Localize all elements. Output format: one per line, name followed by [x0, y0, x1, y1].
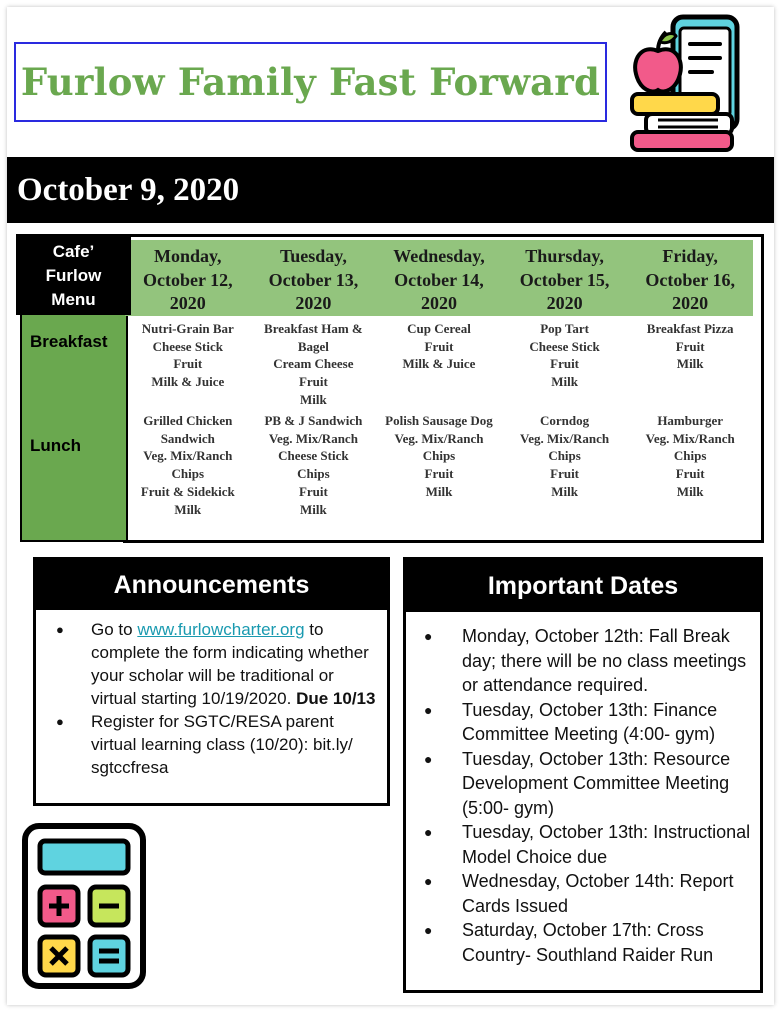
breakfast-row: [125, 320, 753, 409]
breakfast-label: Breakfast: [30, 332, 108, 351]
due-date-text: Due 10/13: [296, 689, 376, 708]
date-item: ● Wednesday, October 14th: Report Cards Issued: [424, 869, 754, 918]
date-banner: [7, 157, 774, 223]
lunch-label: Lunch: [30, 436, 81, 455]
lunch-monday: Grilled Chicken Sandwich Veg. Mix/Ranch Chips Fruit & Sidekick Milk: [140, 413, 235, 517]
important-dates-heading: Important Dates: [406, 560, 760, 612]
lunch-friday: Hamburger Veg. Mix/Ranch Chips Fruit Milk: [645, 413, 735, 499]
day-header-monday: Monday, October 12, 2020: [142, 246, 233, 313]
apple-books-phone-icon: [628, 14, 743, 154]
breakfast-wednesday: Cup Cereal Fruit Milk & Juice: [402, 321, 476, 372]
furlowcharter-link[interactable]: www.furlowcharter.org: [137, 620, 305, 639]
breakfast-thursday: Pop Tart Cheese Stick Fruit Milk: [529, 321, 600, 390]
lunch-thursday: Corndog Veg. Mix/Ranch Chips Fruit Milk: [520, 413, 610, 499]
date-item: ● Saturday, October 17th: Cross Country- Southland Raider Run: [424, 918, 754, 967]
date-item: ● Tuesday, October 13th: Instructional Model Choice due: [424, 820, 754, 869]
newsletter-date: October 9, 2020: [17, 171, 240, 208]
title-box: [14, 42, 607, 122]
announcement-item: ● Go to www.furlowcharter.org to complete the form indicating whether your scholar will be traditional or virtual starting 10/19/2020. Due 10/13: [56, 618, 377, 710]
newsletter-title: Furlow Family Fast Forward: [20, 60, 601, 104]
menu-day-header: [125, 240, 753, 316]
lunch-tuesday: PB & J Sandwich Veg. Mix/Ranch Cheese Stick Chips Fruit Milk: [264, 413, 363, 517]
breakfast-friday: Breakfast Pizza Fruit Milk: [646, 321, 734, 372]
lunch-row: [125, 412, 753, 518]
day-header-thursday: Thursday, October 15, 2020: [519, 246, 610, 313]
date-item: ● Tuesday, October 13th: Finance Committee Meeting (4:00- gym): [424, 698, 754, 747]
announcement-item: ● Register for SGTC/RESA parent virtual learning class (10/20): bit.ly/ sgtccfresa: [56, 710, 377, 779]
important-dates-list: [406, 612, 760, 967]
date-item: ● Tuesday, October 13th: Resource Development Committee Meeting (5:00- gym): [424, 747, 754, 821]
important-dates-panel: [403, 557, 763, 993]
announcements-list: [36, 610, 387, 779]
date-item: ● Monday, October 12th: Fall Break day; there will be no class meetings or attendance required.: [424, 624, 754, 698]
day-header-friday: Friday, October 16, 2020: [645, 246, 735, 313]
announcements-panel: [33, 557, 390, 806]
day-header-tuesday: Tuesday, October 13, 2020: [268, 246, 359, 313]
breakfast-monday: Nutri-Grain Bar Cheese Stick Fruit Milk & Juice: [141, 321, 234, 390]
day-header-wednesday: Wednesday, October 14, 2020: [393, 246, 485, 313]
lunch-wednesday: Polish Sausage Dog Veg. Mix/Ranch Chips Fruit Milk: [385, 413, 493, 499]
cafe-furlow-menu-label: Cafe’ Furlow Menu: [16, 234, 131, 315]
announcements-heading: Announcements: [36, 560, 387, 610]
calculator-icon: [20, 821, 150, 991]
breakfast-tuesday: Breakfast Ham & Bagel Cream Cheese Fruit Milk: [264, 321, 363, 407]
